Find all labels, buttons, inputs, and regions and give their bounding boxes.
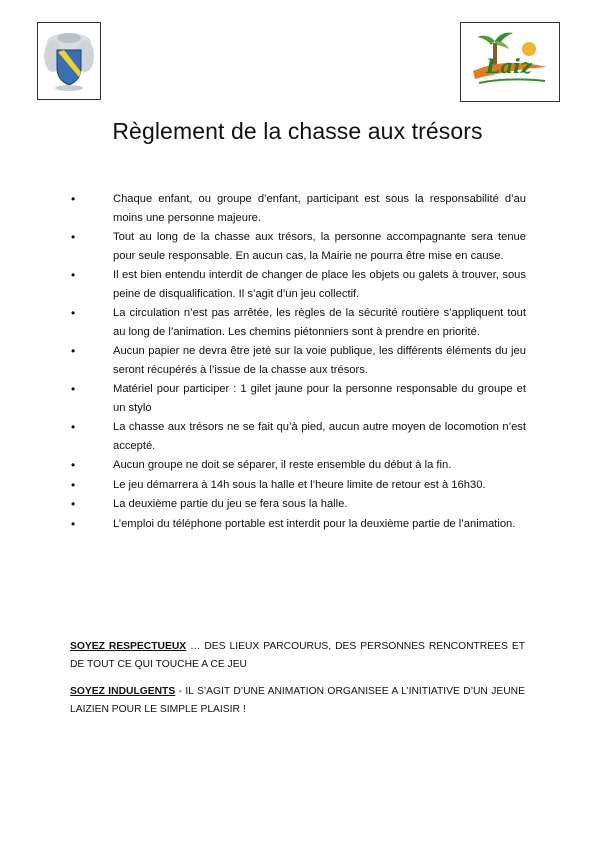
rule-text: Chaque enfant, ou groupe d’enfant, participant est sous la responsabilité d’au moins une personne majeure. xyxy=(113,193,526,224)
rule-item xyxy=(66,456,526,475)
rule-item xyxy=(66,266,526,303)
bullet-icon: • xyxy=(71,230,76,244)
rule-text: Il est bien entendu interdit de changer de place les objets ou galets à trouver, sous peine de disqualification. Il s’agit d’un jeu collectif. xyxy=(113,269,526,300)
rules-list xyxy=(66,190,526,534)
bullet-icon: • xyxy=(71,477,76,492)
bullet-icon: • xyxy=(71,458,76,472)
rule-item xyxy=(66,495,526,514)
bullet-icon: • xyxy=(71,306,76,320)
closing-text-respect: … DES LIEUX PARCOURUS, DES PERSONNES RENCONTREES ET DE TOUT CE QUI TOUCHE A CE JEU xyxy=(70,641,525,670)
bullet-icon: • xyxy=(71,497,76,511)
rule-item xyxy=(66,380,526,417)
rule-item xyxy=(66,190,526,227)
closing-statement-indulgence xyxy=(70,683,525,719)
bullet-icon: • xyxy=(71,344,76,358)
laiz-village-logo xyxy=(460,22,560,102)
rule-text: Aucun groupe ne doit se séparer, il reste ensemble du début à la fin. xyxy=(113,459,452,471)
rule-text: Le jeu démarrera à 14h sous la halle et l’heure limite de retour est à 16h30. xyxy=(113,478,486,491)
laiz-logo-text: Laiz xyxy=(486,54,532,78)
rule-text: Matériel pour participer : 1 gilet jaune pour la personne responsable du groupe et un stylo xyxy=(113,383,526,414)
rule-text: Tout au long de la chasse aux trésors, la personne accompagnante sera tenue pour seule responsable. En aucun cas, la Mairie ne pourra être mise en cause. xyxy=(113,231,526,262)
rule-text: L’emploi du téléphone portable est interdit pour la deuxième partie de l’animation. xyxy=(113,517,516,530)
rule-item xyxy=(66,418,526,455)
rule-item xyxy=(66,515,526,534)
page-title: Règlement de la chasse aux trésors xyxy=(112,118,483,144)
coat-of-arms-icon xyxy=(41,28,97,94)
bullet-icon: • xyxy=(71,420,76,434)
rule-item xyxy=(66,304,526,341)
bullet-icon: • xyxy=(71,382,76,396)
closing-lead-indulgence: SOYEZ INDULGENTS xyxy=(70,686,176,697)
rule-text: La chasse aux trésors ne se fait qu’à pied, aucun autre moyen de locomotion n’est accepté. xyxy=(113,421,526,452)
rule-item xyxy=(66,228,526,265)
closing-statement-respect xyxy=(70,638,525,674)
rule-text: Aucun papier ne devra être jeté sur la voie publique, les différents éléments du jeu seront récupérés à l’issue de la chasse aux trésors. xyxy=(113,345,526,376)
bullet-icon: • xyxy=(71,516,76,531)
rule-item xyxy=(66,342,526,379)
laiz-logo-icon xyxy=(465,27,555,97)
rule-text: La circulation n’est pas arrêtée, les règles de la sécurité routière s’appliquent tout au long de l’animation. Les chemins piétonniers sont à prendre en priorité. xyxy=(113,307,526,338)
closing-lead-respect: SOYEZ RESPECTUEUX xyxy=(70,641,187,652)
municipal-coat-of-arms-logo xyxy=(37,22,101,100)
bullet-icon: • xyxy=(71,192,76,206)
rule-item xyxy=(66,476,526,495)
closing-text-indulgence: - IL S’AGIT D’UNE ANIMATION ORGANISEE A L’INITIATIVE D’UN JEUNE LAIZIEN POUR LE SIMPLE PLAISIR ! xyxy=(70,686,525,715)
bullet-icon: • xyxy=(71,268,76,282)
rule-text: La deuxième partie du jeu se fera sous la halle. xyxy=(113,498,348,510)
